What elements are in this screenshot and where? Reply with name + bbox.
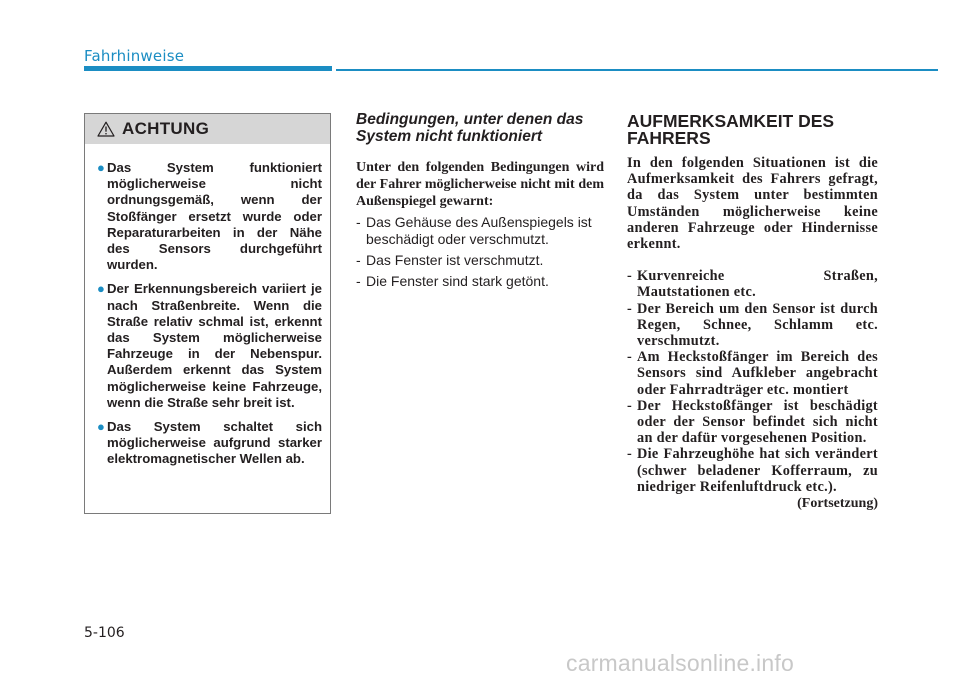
bullet-icon: ● [97,419,105,435]
attention-intro: In den folgenden Situationen ist die Aufmerksamkeit des Fahrers gefragt, da das System unter bestimmten Umständen möglicherweise keine anderen Fahrzeuge oder Hindernisse erkennt. [627,155,878,253]
list-item: - Kurvenreiche Straßen, Mautstationen etc. [627,268,878,301]
list-item: - Der Heckstoßfänger ist beschädigt oder der Sensor befindet sich nicht an der dafür vorgesehenen Position. [627,397,878,447]
warning-title: ACHTUNG [122,119,210,138]
list-item: - Die Fahrzeughöhe hat sich verändert (schwer beladener Kofferraum, zu niedriger Reifenluftdruck etc.). [627,446,878,495]
warning-header [85,114,330,144]
list-item: - Am Heckstoßfänger im Bereich des Sensors sind Aufkleber angebracht oder Fahrradträger etc. montiert [627,349,878,398]
list-item: - Der Bereich um den Sensor ist durch Regen, Schnee, Schlamm etc. verschmutzt. [627,300,878,350]
conditions-heading: Bedingungen, unter denen das System nicht funktioniert [356,111,584,145]
header-rule-thin [336,69,938,71]
list-item: - Das Fenster ist verschmutzt. [356,252,544,268]
warning-box [84,113,331,514]
list-item: - Das Gehäuse des Außenspiegels ist beschädigt oder verschmutzt. [356,214,592,247]
warning-item: ● Das System schaltet sich möglicherweise aufgrund starker elektromagnetischer Wellen ab. [97,419,322,467]
continued-note: (Fortsetzung) [797,496,878,512]
bullet-icon: ● [97,281,105,297]
section-title: Fahrhinweise [84,47,185,65]
conditions-list [356,214,604,290]
watermark: carmanualsonline.info [566,650,794,676]
attention-section [627,113,878,512]
attention-list [627,268,878,495]
header-rule-thick [84,66,332,71]
attention-heading: AUFMERKSAMKEIT DES FAHRERS [627,111,835,148]
warning-item: ● Der Erkennungsbereich variiert je nach Straßenbreite. Wenn die Straße relativ schmal ist, erkennt das System möglicherweise Fahrzeuge in der Nebenspur. Außerdem erkennt das System möglicherweise keine Fahrzeuge, wenn die Straße sehr breit ist. [97,281,322,410]
bullet-icon: ● [97,160,105,175]
conditions-section [356,111,604,294]
list-item: - Die Fenster sind stark getönt. [356,273,549,289]
page-number: 5-106 [84,625,125,641]
conditions-intro: Unter den folgenden Bedingungen wird der Fahrer möglicherweise nicht mit dem Außenspiegel gewarnt: [356,160,604,209]
warning-list [85,144,330,468]
warning-triangle-icon [97,121,115,137]
warning-item: ● Das System funktioniert möglicherweise nicht ordnungsgemäß, wenn der Stoßfänger ersetzt wurde oder Reparaturarbeiten in der Nähe des Sensors durchgeführt wurden. [97,160,322,273]
